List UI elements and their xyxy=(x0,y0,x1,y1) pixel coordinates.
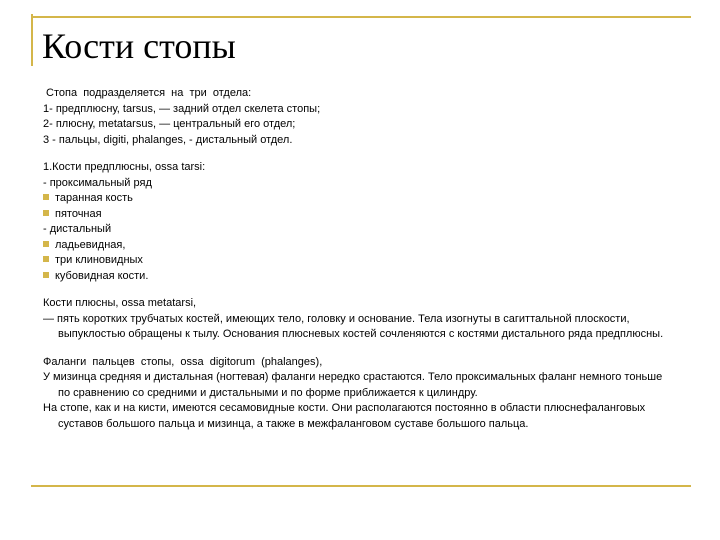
list-item: ладьевидная, xyxy=(43,238,673,254)
intro-line: 2- плюсну, metatarsus, — центральный его отдел; xyxy=(43,118,296,130)
list-item: три клиновидных xyxy=(43,253,673,269)
proximal-row-label: - проксимальный ряд xyxy=(43,176,152,189)
page-title: Кости стопы xyxy=(42,26,236,66)
phalanges-heading: Фаланги пальцев стопы, ossa digitorum (phalanges), xyxy=(43,355,323,368)
bullet-icon xyxy=(43,256,49,262)
sesamoid-text: На стопе, как и на кисти, имеются сесамовидные кости. Они располагаются постоянно в области плюснефаланговых суставов большого пальца и мизинца, а также в межфаланговом суставе большого пальца. xyxy=(43,402,646,430)
bullet-icon xyxy=(43,194,49,200)
list-item: кубовидная кости. xyxy=(43,269,673,285)
accent-vertical-line xyxy=(31,14,33,66)
bullet-icon xyxy=(43,272,49,278)
metatarsus-text: — пять коротких трубчатых костей, имеющих тело, головку и основание. Тела изогнуты в сагиттальной плоскости, выпуклостью обращены к тылу. Основания плюсневых костей сочленяются с костями дистального ряда предплюсны. xyxy=(43,312,664,340)
metatarsus-heading: Кости плюсны, ossa metatarsi, xyxy=(43,297,197,309)
bullet-icon xyxy=(43,241,49,247)
list-item: таранная кость xyxy=(43,191,673,207)
accent-top-line xyxy=(31,16,691,18)
phalanges-text: У мизинца средняя и дистальная (ногтевая) фаланги нередко срастаются. Тело проксимальных фаланг немного тоньше по сравнению со средними и дистальными и по форме приближается к цилиндру. xyxy=(43,371,663,399)
slide-body xyxy=(43,86,673,432)
bullet-icon xyxy=(43,210,49,216)
intro-line: 1- предплюсну, tarsus, — задний отдел скелета стопы; xyxy=(43,102,321,115)
intro-line: 3 - пальцы, digiti, phalanges, - дистальный отдел. xyxy=(43,133,293,146)
accent-bottom-line xyxy=(31,485,691,487)
intro-line: Стопа подразделяется на три отдела: xyxy=(43,87,252,99)
list-item: пяточная xyxy=(43,207,673,223)
tarsus-heading: 1.Кости предплюсны, ossa tarsi: xyxy=(43,161,206,173)
distal-row-label: - дистальный xyxy=(43,223,112,235)
